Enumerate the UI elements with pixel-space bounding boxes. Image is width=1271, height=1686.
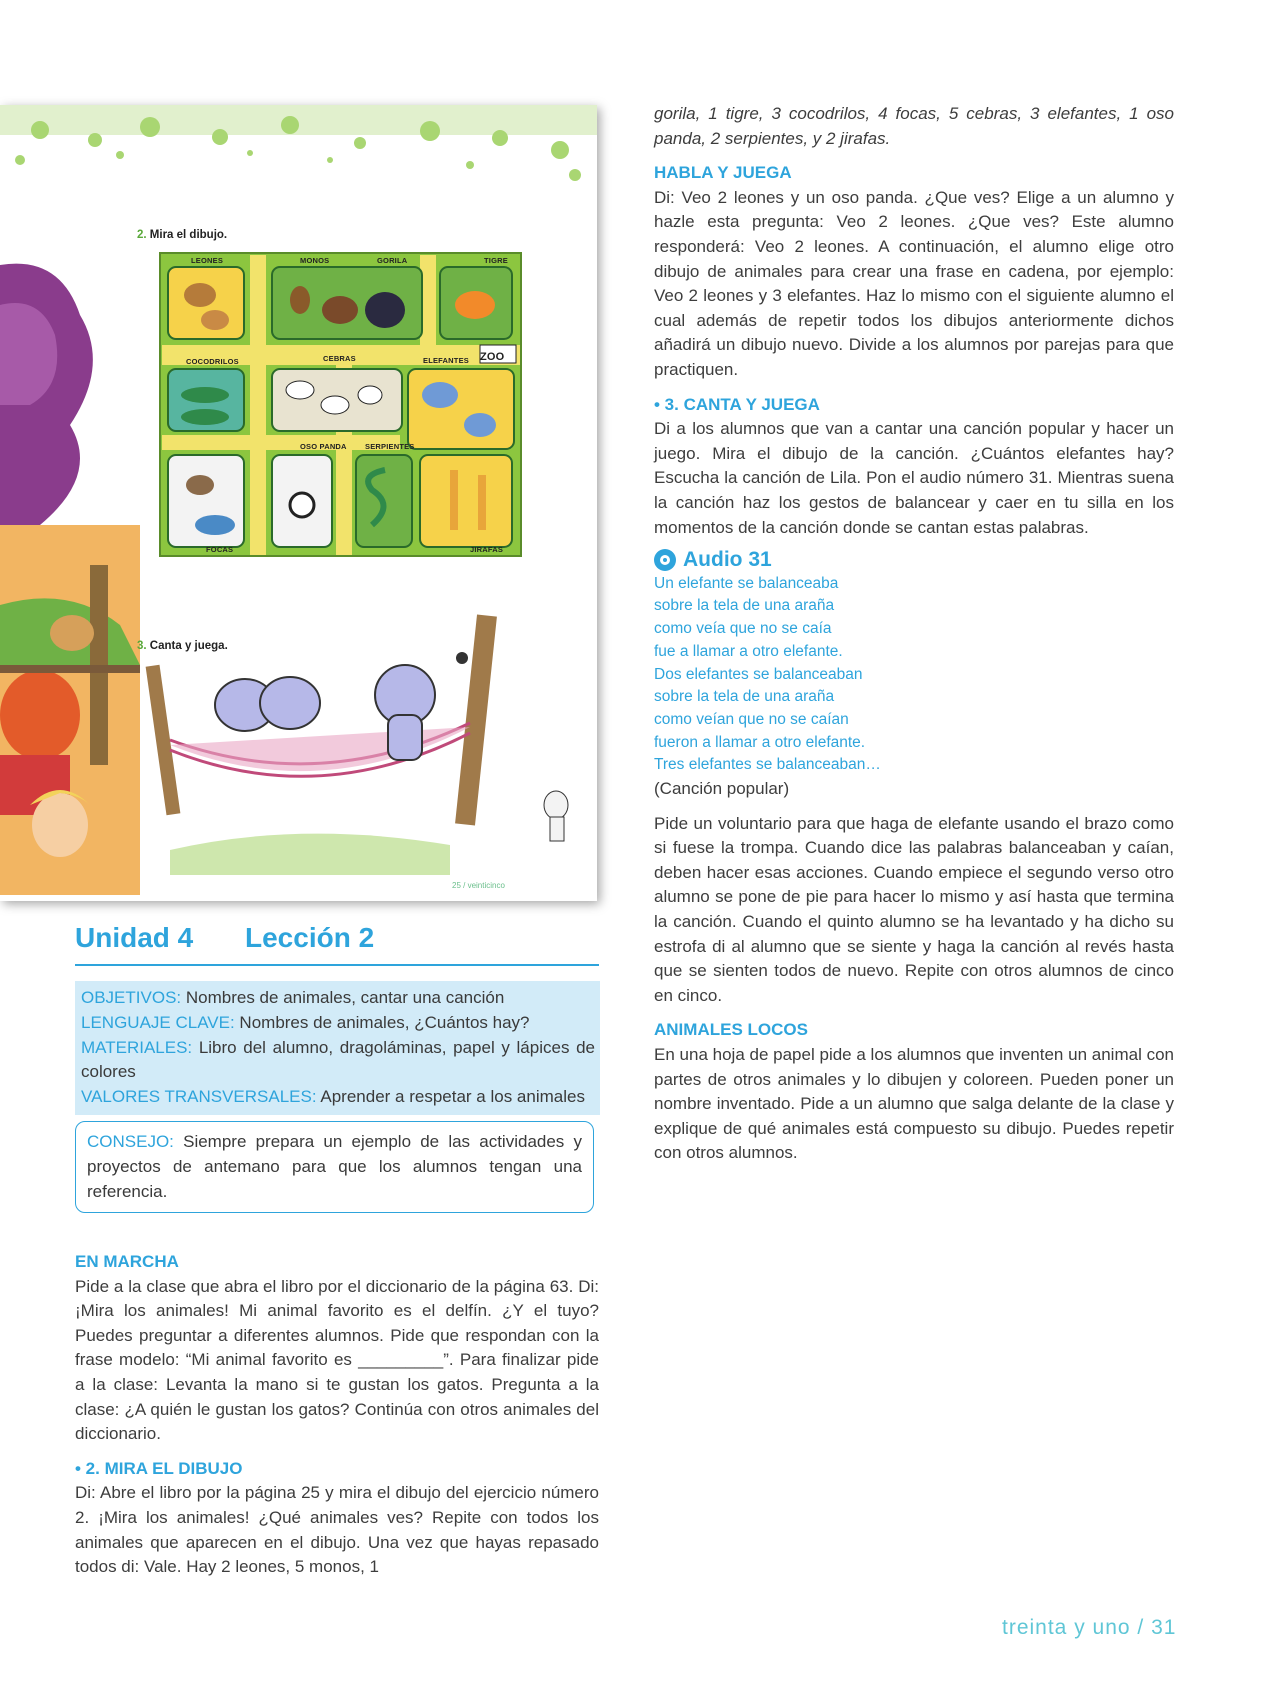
audio-title: Audio 31 <box>683 548 772 572</box>
exercise-2-number: 2. <box>137 229 147 241</box>
map-label-cebras: CEBRAS <box>323 354 356 363</box>
objective-row <box>81 986 595 1011</box>
left-column-text <box>75 1250 599 1580</box>
audio-lyrics <box>654 573 1174 777</box>
en-marcha-heading: EN MARCHA <box>75 1252 179 1271</box>
map-label-jirafas: JIRAFAS <box>470 545 504 554</box>
map-label-oso-panda: OSO PANDA <box>300 442 347 451</box>
exercise-3-title: Canta y juega. <box>149 640 228 652</box>
audio-heading <box>654 548 1174 573</box>
canta-text: Di a los alumnos que van a cantar una canción popular y hacer un juego. Mira el dibujo de la canción. ¿Cuántos elefantes hay? Escucha la canción de Lila. Pon el audio número 31. Mientras suena la canción haz los gestos de balancear y caer en tu silla en los momentos de la canción donde se cantan estas palabras. <box>654 419 1174 537</box>
map-label-tigre: TIGRE <box>484 256 508 265</box>
mira-text: Di: Abre el libro por la página 25 y mira el dibujo del ejercicio número 2. ¡Mira los animales! ¿Qué animales ves? Repite con todos los animales que aparecen en el dibujo. Una vez que hayas repasado todos di: Vale. Hay 2 leones, 5 monos, 1 <box>75 1483 599 1577</box>
objective-value: Nombres de animales, ¿Cuántos hay? <box>239 1012 530 1032</box>
lyric-line: Un elefante se balanceaba <box>654 574 839 592</box>
objective-label: OBJETIVOS: <box>81 988 182 1007</box>
objective-label: LENGUAJE CLAVE: <box>81 1012 235 1032</box>
locos-heading: ANIMALES LOCOS <box>654 1020 808 1040</box>
objective-label: VALORES TRANSVERSALES: <box>81 1087 317 1107</box>
habla-heading: HABLA Y JUEGA <box>654 163 792 183</box>
exercise-3-number: 3. <box>137 640 147 652</box>
map-label-cocodrilos: COCODRILOS <box>186 357 239 366</box>
locos-text: En una hoja de papel pide a los alumnos que inventen un animal con partes de otros animales y lo dibujen y coloreen. Pueden poner un nombre inventado. Pide a un alumno que salga delante de la clase y explique de qué animales está compuesto su dibujo. Puedes repetir con otros alumnos. <box>654 1044 1174 1163</box>
map-label-gorila: GORILA <box>377 256 408 265</box>
map-label-monos: MONOS <box>300 256 330 265</box>
objective-value: Aprender a respetar a los animales <box>320 1087 585 1107</box>
objective-value: Libro del alumno, dragoláminas, papel y lápices de colores <box>81 1037 595 1082</box>
map-label-elefantes: ELEFANTES <box>423 356 469 365</box>
mira-heading: • 2. MIRA EL DIBUJO <box>75 1458 243 1478</box>
habla-text: Di: Veo 2 leones y un oso panda. ¿Que ves? Elige a un alumno y hazle esta pregunta: Veo 2 leones. ¿Que ves? Este alumno responderá: Veo 2 leones. A continuación, el alumno elige otro dibujo de animales para crear una frase en cadena, por ejemplo: Veo 2 leones y 3 elefantes. Haz lo mismo con el siguiente alumno el cual además de repetir todos los dibujos anteriormente dichos añadirá un dibujo nuevo. Divide a los alumnos por parejas para que practiquen. <box>654 187 1174 379</box>
lyric-line: Dos elefantes se balanceaban <box>654 665 863 683</box>
objectives-box <box>75 981 600 1115</box>
objective-value: Nombres de animales, cantar una canción <box>185 988 505 1007</box>
unit-lesson-heading <box>75 922 599 966</box>
exercise-2-label <box>137 229 227 241</box>
consejo-text: Siempre prepara un ejemplo de las actividades y proyectos de antemano para que los alumnos tengan una referencia. <box>87 1132 582 1201</box>
canta-heading: • 3. CANTA Y JUEGA <box>654 394 820 414</box>
exercise-2-title: Mira el dibujo. <box>149 229 228 241</box>
objective-row <box>81 1036 595 1086</box>
map-label-serpientes: SERPIENTES <box>365 442 415 451</box>
consejo-box <box>75 1121 594 1213</box>
lesson-title: Lección 2 <box>245 922 375 953</box>
en-marcha-text: Pide a la clase que abra el libro por el diccionario de la página 63. Di: ¡Mira los animales! Mi animal favorito es el delfín. ¿Y el tuyo? Puedes preguntar a diferentes alumnos. Pide que respondan con la frase modelo: “Mi animal favorito es _________”. Para finalizar pide a la clase: Levanta la mano si te gustan los gatos. Pregunta a la clase: ¿A quién le gustan los gatos? Continúa con otros animales del diccionario. <box>75 1276 599 1444</box>
objective-row <box>81 1085 595 1110</box>
audio-source: (Canción popular) <box>654 779 790 799</box>
audio-disc-icon <box>654 549 676 571</box>
map-zoo-sign: ZOO <box>480 351 505 363</box>
lyric-line: como veía que no se caía <box>654 620 832 638</box>
lyric-line: Tres elefantes se balanceaban… <box>654 756 881 774</box>
lyric-line: sobre la tela de una araña <box>654 688 835 706</box>
objective-label: MATERIALES: <box>81 1037 193 1057</box>
lyric-line: sobre la tela de una araña <box>654 597 835 615</box>
book-illustration <box>0 105 597 901</box>
exercise-3-label <box>137 640 228 652</box>
student-book-page <box>0 105 597 901</box>
intro-text: gorila, 1 tigre, 3 cocodrilos, 4 focas, 5 cebras, 3 elefantes, 1 oso panda, 2 serpientes, y 2 jirafas. <box>654 104 1174 148</box>
consejo-label: CONSEJO: <box>87 1132 174 1151</box>
objective-row <box>81 1011 595 1036</box>
map-label-leones: LEONES <box>191 256 224 265</box>
lyric-line: como veían que no se caían <box>654 710 849 728</box>
book-page-number: 25 / veinticinco <box>452 881 505 890</box>
unit-title: Unidad 4 <box>75 922 194 953</box>
right-column <box>654 102 1174 1166</box>
page-footer: treinta y uno / 31 <box>1002 1616 1177 1639</box>
lyric-line: fue a llamar a otro elefante. <box>654 642 843 660</box>
map-label-focas: FOCAS <box>206 545 234 554</box>
lyric-line: fueron a llamar a otro elefante. <box>654 733 866 751</box>
voluntario-text: Pide un voluntario para que haga de elefante usando el brazo como si fuese la trompa. Cuando dice las palabras balanceaban y caían, deben hacer esas acciones. Cuando empiece el segundo verso otro alumno se pone de pie para hacer lo mismo y así hasta que termina la canción. Cuando el quinto alumno se ha levantado y ha dicho su estrofa di al alumno que se siente y haga la canción al revés hasta que se sienten todos de nuevo. Repite con otros alumnos de cinco en cinco. <box>654 813 1174 1005</box>
